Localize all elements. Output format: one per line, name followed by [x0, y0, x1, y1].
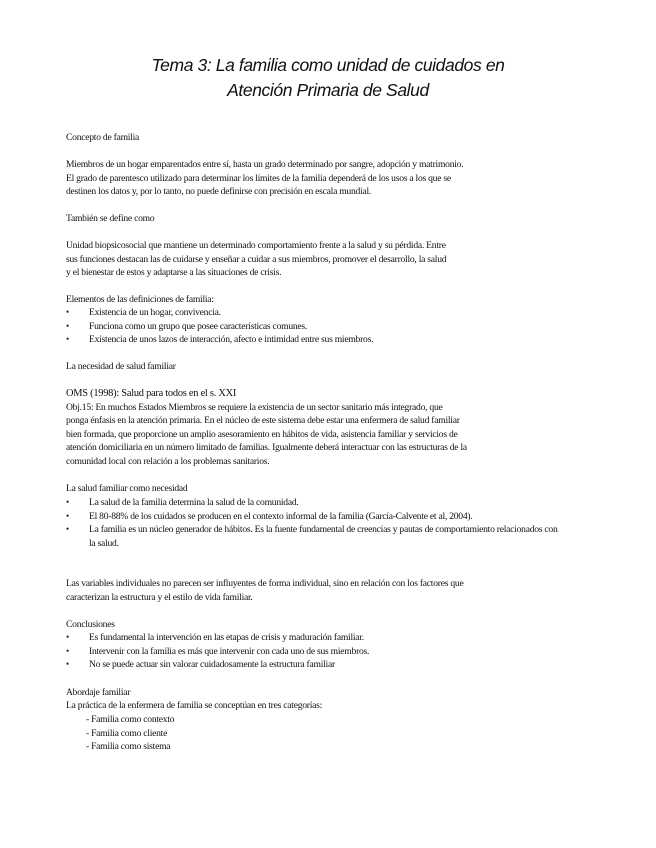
section-heading-salud-familiar: La salud familiar como necesidad — [66, 483, 188, 494]
abordaje-list — [86, 713, 386, 754]
section-heading-concepto: Concepto de familia — [66, 132, 140, 143]
paragraph-line: Miembros de un hogar emparentados entre sí, hasta un grado determinado por sangre, adopción y matrimonio. — [66, 159, 464, 170]
list-item: • Intervenir con la familia es más que intervenir con cada uno de sus miembros. — [66, 645, 594, 659]
paragraph-line: atención domiciliaria en un número limitado de familias. Igualmente deberá interactuar con las estructuras de la — [66, 442, 467, 453]
list-item: • No se puede actuar sin valorar cuidadosamente la estructura familiar — [66, 658, 594, 672]
paragraph-line: Unidad biopsicosocial que mantiene un determinado comportamiento frente a la salud y su pérdida. Entre — [66, 240, 446, 251]
list-item: • La salud de la familia determina la salud de la comunidad. — [66, 496, 566, 510]
salud-familiar-list — [66, 496, 566, 550]
section-heading-conclusiones: Conclusiones — [66, 619, 115, 630]
document-title-line-2: Atención Primaria de Salud — [227, 80, 429, 100]
section-heading-necesidad: La necesidad de salud familiar — [66, 361, 176, 372]
paragraph-line: sus funciones destacan las de cuidarse y enseñar a cuidar a sus miembros, promover el desarrollo, la salud — [66, 254, 447, 265]
list-item: - Familia como cliente — [86, 727, 168, 739]
list-item: - Familia como sistema — [86, 741, 171, 752]
section-heading-abordaje: Abordaje familiar — [66, 687, 131, 698]
paragraph-line: Obj.15: En muchos Estados Miembros se requiere la existencia de un sector sanitario más integrado, que — [66, 402, 443, 413]
elementos-list — [66, 306, 594, 347]
paragraph-line: destinen los datos y, por lo tanto, no puede definirse con precisión en escala mundial. — [66, 186, 372, 197]
paragraph-line: bien formada, que proporcione un amplio asesoramiento en hábitos de vida, asistencia familiar y servicios de — [66, 429, 458, 440]
paragraph-line: La práctica de la enfermera de familia se conceptúan en tres categorías: — [66, 700, 323, 711]
paragraph-line: El grado de parentesco utilizado para determinar los límites de la familia dependerá de los usos a los que se — [66, 173, 451, 184]
paragraph-line: y el bienestar de estos y adaptarse a las situaciones de crisis. — [66, 267, 282, 278]
list-item: • Existencia de unos lazos de interacción, afecto e intimidad entre sus miembros. — [66, 333, 594, 347]
paragraph-line: Las variables individuales no parecen ser influyentes de forma individual, sino en relación con los factores que — [66, 578, 464, 589]
paragraph-line: ponga énfasis en la atención primaria. En el núcleo de este sistema debe estar una enfermera de salud familiar — [66, 415, 460, 426]
paragraph-line: caracterizan la estructura y el estilo de vida familiar. — [66, 592, 253, 603]
list-item: • El 80-88% de los cuidados se producen en el contexto informal de la familia (García-Calvente et al, 2004). — [66, 510, 566, 524]
list-item: • Es fundamental la intervención en las etapas de crisis y maduración familiar. — [66, 631, 594, 645]
paragraph-line: comunidad local con relación a los problemas sanitarios. — [66, 456, 270, 467]
list-item: • Funciona como un grupo que posee características comunes. — [66, 320, 594, 334]
list-item: • La familia es un núcleo generador de hábitos. Es la fuente fundamental de creencias y pautas de comportamiento relacionados con la salud. — [66, 523, 566, 550]
document-title-line-1: Tema 3: La familia como unidad de cuidados en — [151, 55, 505, 75]
conclusiones-list — [66, 631, 594, 672]
oms-reference: OMS (1998): Salud para todos en el s. XXI — [66, 388, 237, 399]
list-item: - Familia como contexto — [86, 714, 175, 725]
section-heading-tambien: También se define como — [66, 213, 155, 224]
list-item: • Existencia de un hogar, convivencia. — [66, 306, 594, 320]
section-heading-elementos: Elementos de las definiciones de familia: — [66, 294, 214, 305]
